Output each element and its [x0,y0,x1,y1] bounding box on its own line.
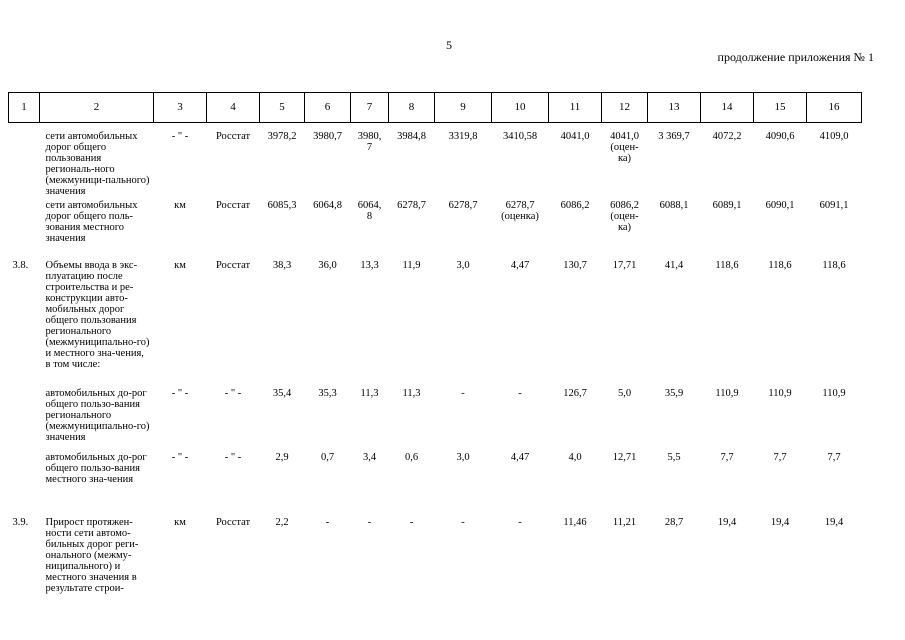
source-cell: Росстат [215,131,251,142]
column-header: 16 [807,93,862,123]
value-cell: 3,4 [362,451,377,463]
value-cell: 110,9 [715,387,739,399]
source-cell: - " - [224,387,242,399]
value-cell: 110,9 [822,387,846,399]
value-cell: 19,4 [770,516,790,528]
source-cell: - " - [224,451,242,463]
value-cell: 6088,1 [659,199,689,211]
indicator-name-cell: автомобильных до-рог общего пользо-вания местного зна-чения [45,451,147,485]
value-cell: 130,7 [563,259,587,271]
source-cell: Росстат [215,516,251,528]
value-cell: 3 369,7 [658,131,690,142]
value-cell: 36,0 [318,259,337,271]
value-cell: 11,46 [563,516,587,528]
column-header: 2 [40,93,154,123]
unit-cell: км [174,259,186,271]
value-cell: - [518,387,522,399]
value-cell: 41,4 [664,259,684,271]
value-cell: 4072,2 [712,131,742,142]
row-number-cell: 3.8. [12,259,29,271]
value-cell: 7,7 [773,451,787,463]
value-cell: - [409,516,414,528]
value-cell: 3319,8 [448,131,478,142]
column-header: 8 [389,93,435,123]
unit-cell: км [174,199,186,211]
value-cell: 28,7 [664,516,684,528]
value-cell: 3980, 7 [357,131,382,154]
value-cell: 5,5 [667,451,681,463]
source-cell: Росстат [215,199,251,211]
value-cell: 6085,3 [267,199,297,211]
table-body [9,123,862,607]
column-header: 10 [492,93,549,123]
column-header: 3 [154,93,207,123]
value-cell: 38,3 [272,259,292,271]
header-row [9,93,862,123]
row-number-cell [9,200,40,260]
value-cell: 6064,8 [313,199,342,211]
value-cell: 35,4 [272,387,292,399]
value-cell: 11,3 [402,387,421,399]
column-header: 4 [207,93,260,123]
column-header: 12 [602,93,648,123]
value-cell: 2,9 [275,451,289,463]
value-cell: 0,7 [320,451,335,463]
value-cell: 6089,1 [712,199,742,211]
row-number-cell: 3.9. [12,516,29,528]
source-cell: Росстат [215,259,251,271]
value-cell: 6086,2 (оцен- ка) [610,199,639,233]
value-cell: 2,2 [275,516,289,528]
value-cell: 4041,0 [560,131,590,142]
column-header: 6 [305,93,351,123]
value-cell: 35,9 [664,387,684,399]
row-number-cell [9,388,40,452]
value-cell: 110,9 [768,387,792,399]
value-cell: 6090,1 [765,199,795,211]
value-cell: 4090,6 [765,131,795,142]
value-cell: - [325,516,330,528]
column-header: 15 [754,93,807,123]
value-cell: 3,0 [456,451,470,463]
value-cell: 0,6 [404,451,419,463]
value-cell: 7,7 [720,451,734,463]
table-row [9,452,862,517]
value-cell: 4,47 [510,451,530,463]
column-header: 14 [701,93,754,123]
data-table [8,92,862,607]
value-cell: 6278,7 (оценка) [501,199,539,222]
row-number-cell [9,123,40,200]
indicator-name-cell: сети автомобильных дорог общего пользования региональ-ного (межмуници-пального) значения [45,131,150,198]
table-row [9,388,862,452]
table-row [9,517,862,607]
table-row [9,123,862,200]
value-cell: 118,6 [715,259,739,271]
column-header: 7 [351,93,389,123]
indicator-name-cell: автомобильных до-рог общего пользо-вания регионального (межмуниципально-го) значения [45,387,150,443]
value-cell: 12,71 [612,451,637,463]
value-cell: 3984,8 [397,131,426,142]
value-cell: 17,71 [612,259,637,271]
value-cell: 4,0 [568,451,582,463]
column-header: 13 [648,93,701,123]
value-cell: 118,6 [768,259,792,271]
value-cell: - [461,516,465,528]
value-cell: 3410,58 [502,131,538,142]
table-row [9,260,862,388]
indicator-name-cell: Объемы ввода в экс-плуатацию после строительства и ре-конструкции авто-мобильных дорог общего пользования регионального (межмуниципально-го) и местного зна-чения, в том числе: [45,259,150,370]
table-row [9,200,862,260]
value-cell: 3,0 [456,259,470,271]
value-cell: 35,3 [318,387,337,399]
value-cell: - [518,516,522,528]
unit-cell: - " - [171,451,189,463]
value-cell: 19,4 [717,516,737,528]
indicator-name-cell: Прирост протяжен-ности сети автомо-бильных дорог реги-онального (межму-ниципального) и местного значения в результате строи- [45,516,139,594]
column-header: 9 [435,93,492,123]
value-cell: 5,0 [617,387,632,399]
row-number-cell [9,452,40,517]
value-cell: 3980,7 [313,131,342,142]
indicator-name-cell: сети автомобильных дорог общего поль-зования местного значения [45,199,138,244]
value-cell: 11,3 [360,387,379,399]
column-header: 5 [260,93,305,123]
value-cell: 6064, 8 [357,199,382,222]
value-cell: 13,3 [360,259,379,271]
value-cell: 7,7 [827,451,841,463]
value-cell: 126,7 [563,387,587,399]
page-number: 5 [446,38,452,52]
value-cell: 4,47 [510,259,530,271]
unit-cell: - " - [171,387,189,399]
unit-cell: км [174,516,186,528]
value-cell: 6086,2 [560,199,590,211]
value-cell: 6091,1 [819,199,849,211]
value-cell: 11,9 [402,259,421,271]
value-cell: 3978,2 [267,131,297,142]
value-cell: 19,4 [824,516,844,528]
value-cell: 6278,7 [448,199,478,211]
value-cell: 4109,0 [819,131,849,142]
column-header: 11 [549,93,602,123]
unit-cell: - " - [171,131,189,142]
value-cell: 6278,7 [397,199,426,211]
column-header: 1 [9,93,40,123]
value-cell: - [367,516,372,528]
value-cell: 118,6 [822,259,846,271]
value-cell: - [461,387,465,399]
value-cell: 4041,0 (оцен- ка) [610,131,639,165]
appendix-continuation-label: продолжение приложения № 1 [717,50,874,64]
value-cell: 11,21 [612,516,637,528]
